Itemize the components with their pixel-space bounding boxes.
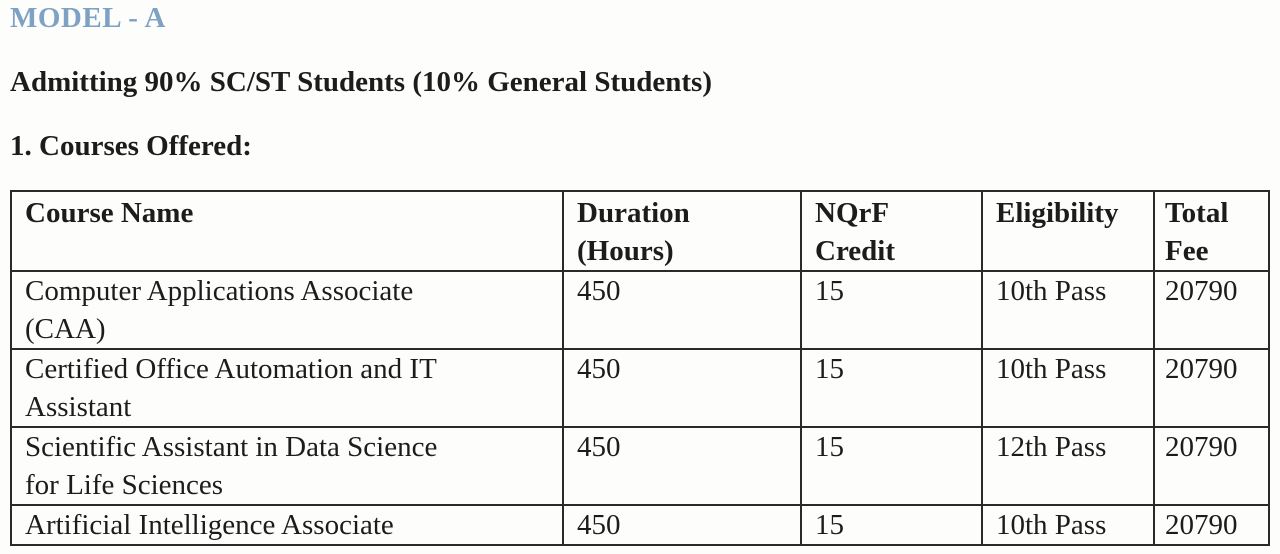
course-name-line2: Assistant [25, 391, 132, 423]
cell-total-fee: 20790 [1154, 505, 1269, 545]
cell-credit: 15 [801, 427, 982, 505]
subtitle: Admitting 90% SC/ST Students (10% General Students) [10, 66, 713, 98]
header-credit [801, 191, 982, 271]
table-row [11, 271, 1269, 349]
header-duration [563, 191, 801, 271]
cell-eligibility: 10th Pass [982, 349, 1154, 427]
cell-eligibility: 12th Pass [982, 427, 1154, 505]
header-total-fee [1154, 191, 1269, 271]
header-eligibility [982, 191, 1154, 271]
cell-total-fee: 20790 [1154, 427, 1269, 505]
header-duration-line1: Duration [577, 197, 690, 229]
table-row [11, 349, 1269, 427]
cell-duration: 450 [563, 271, 801, 349]
cell-total-fee: 20790 [1154, 271, 1269, 349]
header-duration-line2: (Hours) [577, 235, 674, 267]
table-row [11, 427, 1269, 505]
cell-course-name [11, 349, 563, 427]
table-header-row [11, 191, 1269, 271]
cell-duration: 450 [563, 349, 801, 427]
cell-duration: 450 [563, 505, 801, 545]
cell-course-name [11, 427, 563, 505]
cell-course-name [11, 505, 563, 545]
course-name-line2: for Life Sciences [25, 469, 224, 501]
cell-course-name [11, 271, 563, 349]
header-credit-line2: Credit [815, 235, 896, 267]
courses-table [10, 190, 1270, 546]
table-row [11, 505, 1269, 545]
cell-credit: 15 [801, 271, 982, 349]
header-fee-line2: Fee [1165, 235, 1209, 267]
course-name-line2: (CAA) [25, 313, 106, 345]
cell-eligibility: 10th Pass [982, 505, 1154, 545]
header-course-name [11, 191, 563, 271]
course-name-line1: Artificial Intelligence Associate [25, 509, 394, 541]
header-eligibility-label: Eligibility [996, 197, 1119, 229]
course-name-line1: Scientific Assistant in Data Science [25, 431, 438, 463]
course-name-line1: Computer Applications Associate [25, 275, 414, 307]
cell-credit: 15 [801, 349, 982, 427]
cell-total-fee: 20790 [1154, 349, 1269, 427]
cell-duration: 450 [563, 427, 801, 505]
section-heading: 1. Courses Offered: [10, 130, 252, 162]
course-name-line1: Certified Office Automation and IT [25, 353, 437, 385]
model-title: MODEL - A [10, 2, 166, 34]
cell-eligibility: 10th Pass [982, 271, 1154, 349]
cell-credit: 15 [801, 505, 982, 545]
header-credit-line1: NQrF [815, 197, 890, 229]
header-course-name-label: Course Name [25, 197, 194, 229]
header-fee-line1: Total [1165, 197, 1229, 229]
